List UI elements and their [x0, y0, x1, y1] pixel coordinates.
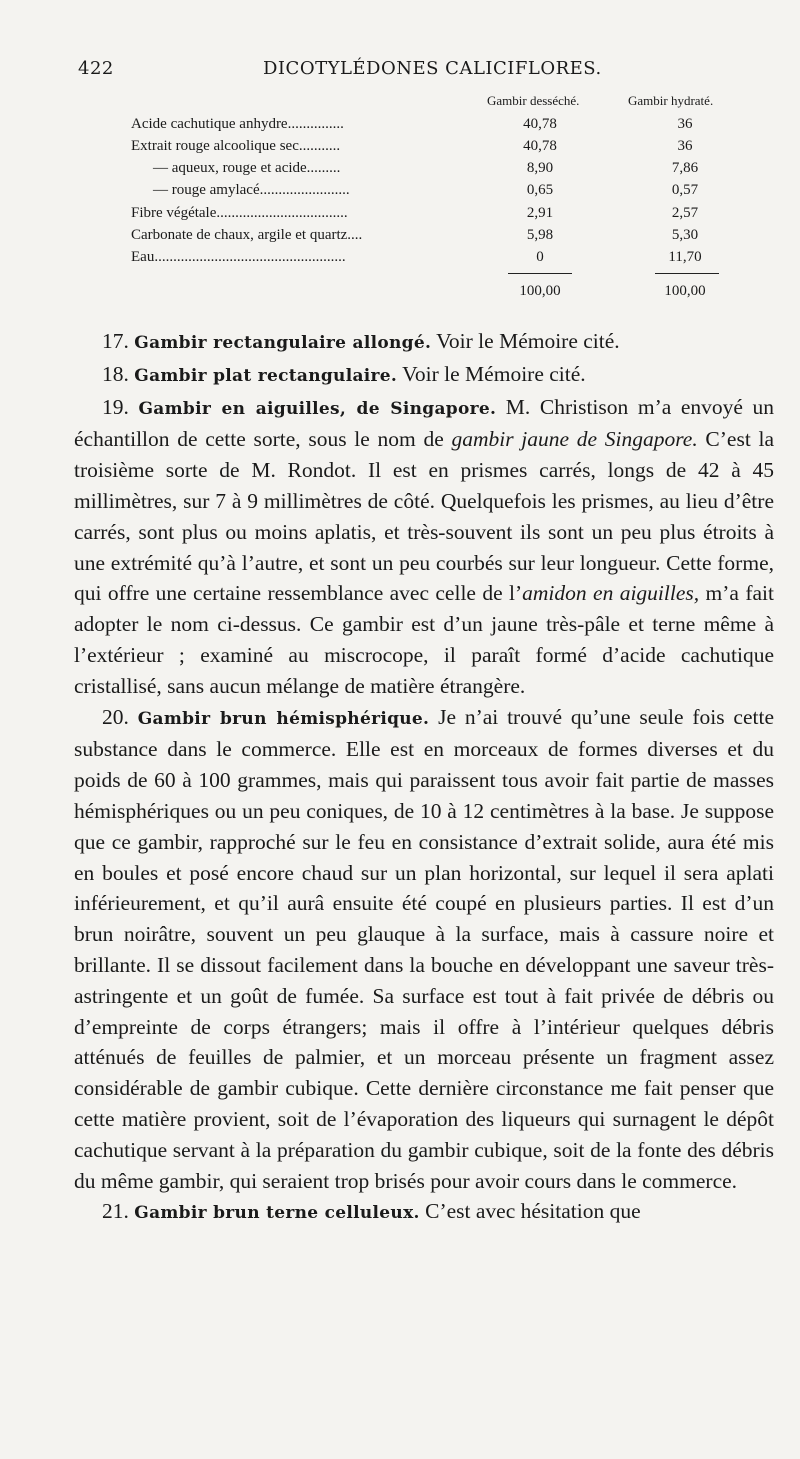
value-hydrated: 2,57 — [671, 205, 699, 221]
entry-number: 21. — [102, 1199, 129, 1224]
table-row — [0, 160, 800, 182]
row-label: Fibre végétale................................... — [131, 205, 348, 221]
table-row — [0, 116, 800, 138]
entry-heading: Gambir plat rectangulaire. — [134, 365, 398, 386]
row-label: Extrait rouge alcoolique sec........... — [131, 138, 341, 154]
entry-heading: Gambir rectangulaire allongé. — [134, 333, 432, 353]
value-dry: 5,98 — [526, 227, 554, 243]
entry-italic: gambir jaune de Singapore. — [451, 427, 698, 452]
entry-18 — [74, 359, 774, 392]
value-hydrated: 7,86 — [671, 160, 699, 176]
entry-text: C’est la troisième sorte de M. Rondot. Il est en prismes carrés, longs de 42 à 45 millimètres, sur 7 à 9 millimètres de côté. Quelquefois les prismes, au lieu d’être carrés, sont plus ou moins aplatis, et très-souvent ils sont un peu plus étroits à une extrémité qu’à l’autre, et sont un peu courbés sur leur longueur. Cette forme, qui offre une certaine ressemblance avec celle de l’ — [74, 427, 775, 606]
value-hydrated: 36 — [677, 116, 693, 132]
column-header-dry: Gambir desséché. — [487, 93, 580, 108]
table-row — [0, 138, 800, 160]
table-row — [0, 227, 800, 249]
entry-text: Je n’ai trouvé qu’une seule fois cette substance dans le commerce. Elle est en morceaux de formes diverses et du poids de 60 à 100 grammes, mais qui paraissent tous avoir fait partie de masses hémisphériques ou un peu coniques, de 10 à 12 centimètres à la base. Je suppose que ce gambir, rapproché sur le feu en consistance d’extrait solide, aura été mis en boules et posé encore chaud sur un plan horizontal, sur lequel il sera aplati inférieurement, et qu’il aurâ ensuite été coupé en plusieurs parties. Il est d’un brun noirâtre, souvent un peu glauque à la surface, mais à cassure noire et brillante. Il se dissout facilement dans la bouche en développant une saveur très-astringente et un goût de fumée. Sa surface est tout à fait privée de débris ou d’empreinte de corps étrangers; mais il offre à l’intérieur quelques débris atténués de feuilles de palmier, et un morceau présente un fragment assez considérable de gambir cubique. Cette dernière circonstance me fait penser que cette matière provient, soit de l’évaporation des liqueurs qui surnagent le dépôt cachutique servant à la préparation du gambir cubique, soit de la fonte des débris du même gambir, qui seraient trop brisés pour avoir cours dans le commerce. — [74, 704, 775, 1193]
entry-20 — [74, 702, 774, 1197]
page-number: 422 — [78, 58, 114, 79]
row-label: — rouge amylacé........................ — [153, 182, 350, 198]
row-label: Acide cachutique anhydre............... — [131, 116, 344, 132]
entry-heading: Gambir en aiguilles, de Singapore. — [138, 398, 497, 419]
value-hydrated: 0,57 — [671, 182, 699, 198]
entry-17 — [74, 326, 774, 359]
row-label: Eau................................................... — [131, 249, 346, 265]
entry-text: Voir le Mémoire cité. — [436, 329, 620, 353]
entry-italic: amidon en aiguilles, — [522, 581, 700, 606]
value-dry: 40,78 — [523, 116, 557, 132]
column-header-hydrated: Gambir hydraté. — [628, 93, 714, 108]
entry-heading: Gambir brun terne celluleux. — [134, 1203, 420, 1224]
value-dry: 0 — [536, 249, 544, 265]
table-row — [0, 182, 800, 204]
table-row — [0, 205, 800, 227]
value-hydrated: 11,70 — [668, 249, 702, 265]
entry-21 — [74, 1196, 774, 1229]
value-dry: 8,90 — [526, 160, 554, 176]
total-row — [0, 283, 800, 305]
entry-text: M. Christison m’a envoyé un échantillon de cette sorte, sous le nom de — [74, 394, 775, 452]
value-dry: 2,91 — [526, 205, 554, 221]
value-dry: 40,78 — [523, 138, 557, 154]
total-dry: 100,00 — [519, 283, 561, 299]
entry-number: 18. — [102, 361, 129, 386]
entry-text: Voir le Mémoire cité. — [402, 361, 586, 386]
row-label: — aqueux, rouge et acide......... — [153, 160, 341, 176]
table-row — [0, 249, 800, 271]
entry-text: C’est avec hésitation que — [425, 1199, 641, 1224]
entry-number: 17. — [102, 329, 129, 353]
value-dry: 0,65 — [526, 182, 554, 198]
entry-text: m’a fait adopter le nom ci-dessus. Ce gambir est d’un jaune très-pâle et terne même à l’extérieur ; examiné au miscrocope, il paraît formé d’acide cachutique cristallisé, sans aucun mélange de matière étrangère. — [74, 581, 774, 698]
entry-heading: Gambir brun hémisphérique. — [137, 708, 430, 729]
entry-19 — [74, 392, 774, 702]
value-hydrated: 36 — [677, 138, 693, 154]
sum-rule — [655, 273, 719, 274]
sum-rule — [508, 273, 572, 274]
running-title: DICOTYLÉDONES CALICIFLORES. — [263, 58, 602, 79]
entry-number: 19. — [102, 394, 129, 419]
row-label: Carbonate de chaux, argile et quartz.... — [131, 227, 363, 243]
total-hydrated: 100,00 — [664, 283, 706, 299]
body-text — [74, 326, 774, 1229]
entry-number: 20. — [102, 704, 129, 729]
value-hydrated: 5,30 — [671, 227, 699, 243]
